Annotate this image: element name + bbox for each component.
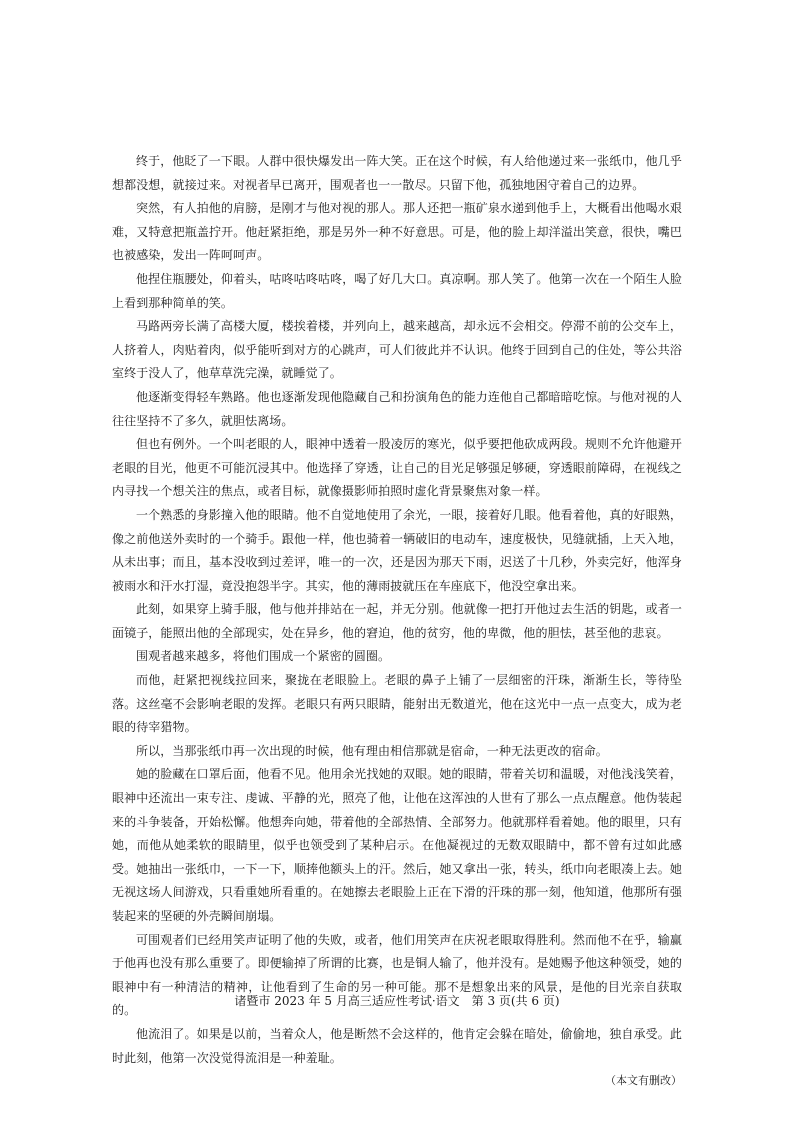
article-body	[112, 150, 682, 1092]
paragraph-3: 他捏住瓶腰处，仰着头，咕咚咕咚咕咚，喝了好几大口。真凉啊。那人笑了。他第一次在一个陌生人脸上看到那种简单的笑。	[112, 271, 682, 310]
paragraph-10: 而他，赶紧把视线拉回来，聚拢在老眼脸上。老眼的鼻子上铺了一层细密的汗珠，渐渐生长，等待坠落。这丝毫不会影响老眼的发挥。老眼只有两只眼睛，能射出无数道光，他在这光中一点一点变大，成为老眼的待宰猎物。	[112, 673, 682, 735]
paragraph-8: 此刻，如果穿上骑手服，他与他并排站在一起，并无分别。他就像一把打开他过去生活的钥匙，或者一面镜子，能照出他的全部现实，处在异乡，他的窘迫，他的贫穷，他的卑微，他的胆怯，甚至他的悲哀。	[112, 602, 682, 640]
source-note: （本文有删改）	[605, 1074, 682, 1088]
paragraph-6: 但也有例外。一个叫老眼的人，眼神中透着一股凌厉的寒光，似乎要把他砍成两段。规则不允许他避开老眼的目光，他更不可能沉浸其中。他选择了穿透，让自己的目光足够强足够硬，穿透眼前障碍，在视线之内寻找一个想关注的焦点，或者目标，就像摄影师拍照时虚化背景聚焦对象一样。	[112, 437, 682, 499]
paragraph-1: 终于，他眨了一下眼。人群中很快爆发出一阵大笑。正在这个时候，有人给他递过来一张纸巾，他几乎想都没想，就接过来。对视者早已离开，围观者也一一散尽。只留下他，孤独地困守着自己的边界。	[112, 154, 682, 192]
paragraph-4: 马路两旁长满了高楼大厦，楼挨着楼，并列向上，越来越高，却永远不会相交。停滞不前的公交车上，人挤着人，肉贴着肉，似乎能听到对方的心跳声，可人们彼此并不认识。他终于回到自己的住处，等公共浴室终于没人了，他草草洗完澡，就睡觉了。	[112, 319, 682, 381]
paragraph-12: 她的脸藏在口罩后面，他看不见。他用余光找她的双眼。她的眼睛，带着关切和温暖，对他浅浅笑着，眼神中还流出一束专注、虔诚、平静的光，照亮了他，让他在这浑浊的人世有了那么一点点醒意。他伪装起来的斗争装备，开始松懈。他想奔向她，带着他的全部热情、全部努力。他就那样看着她。他的眼里，只有她，而他从她柔软的眼睛里，似乎也领受到了某种启示。在他凝视过的无数双眼睛中，都不曾有过如此感受。她抽出一张纸巾，一下一下，顺捧他额头上的汗。然后，她又拿出一张，转头，纸巾向老眼凑上去。她无视这场人间游戏，只看重她所看重的。在她擦去老眼脸上正在下滑的汗珠的那一刻，他知道，他那所有强装起来的坚硬的外壳瞬间崩塌。	[112, 767, 682, 923]
page-footer: 诸暨市 2023 年 5 月高三适应性考试·语文 第 3 页(共 6 页)	[234, 994, 560, 1008]
paragraph-14: 他流泪了。如果是以前，当着众人，他是断然不会这样的，他肯定会躲在暗处，偷偷地，独自承受。此时此刻，他第一次没觉得流泪是一种羞耻。	[112, 1026, 682, 1065]
paragraph-7: 一个熟悉的身影撞入他的眼睛。他不自觉地使用了余光，一眼，接着好几眼。他看着他，真的好眼熟，像之前他送外卖时的一个骑手。跟他一样，他也骑着一辆破旧的电动车，速度极快，见缝就插，上天入地，从未出事；而且，基本没收到过差评，唯一的一次，还是因为那天下雨，迟送了十几秒，外卖完好，他浑身被雨水和汗水打湿，竟没抱怨半字。其实，他的薄雨披就压在车座底下，他没空拿出来。	[112, 507, 682, 593]
paragraph-2: 突然，有人拍他的肩膀，是刚才与他对视的那人。那人还把一瓶矿泉水递到他手上，大概看出他喝水艰难，又特意把瓶盖拧开。他赶紧拒绝，那是另外一种不好意思。可是，他的脸上却洋溢出笑意，很快，嘴巴也被感染，发出一阵呵呵声。	[112, 201, 682, 263]
paragraph-9: 围观者越来越多，将他们围成一个紧密的圆圈。	[136, 649, 391, 664]
paragraph-5: 他逐渐变得轻车熟路。他也逐渐发现他隐藏自己和扮演角色的能力连他自己都暗暗吃惊。与他对视的人往往坚持不了多久，就胆怯离场。	[112, 389, 682, 428]
paragraph-13: 可围观者们已经用笑声证明了他的失败，或者，他们用笑声在庆祝老眼取得胜利。然而他不在乎，输赢于他再也没有那么重要了。即便输掉了所谓的比赛，也是铜人输了，他并没有。是她赐予他这种领受，她的眼神中有一种清洁的精神，让他看到了生命的另一种可能。那不是想象出来的风景，是他的目光亲自获取的。	[112, 932, 682, 1018]
paragraph-11: 所以，当那张纸巾再一次出现的时候，他有理由相信那就是宿命，一种无法更改的宿命。	[136, 743, 608, 758]
